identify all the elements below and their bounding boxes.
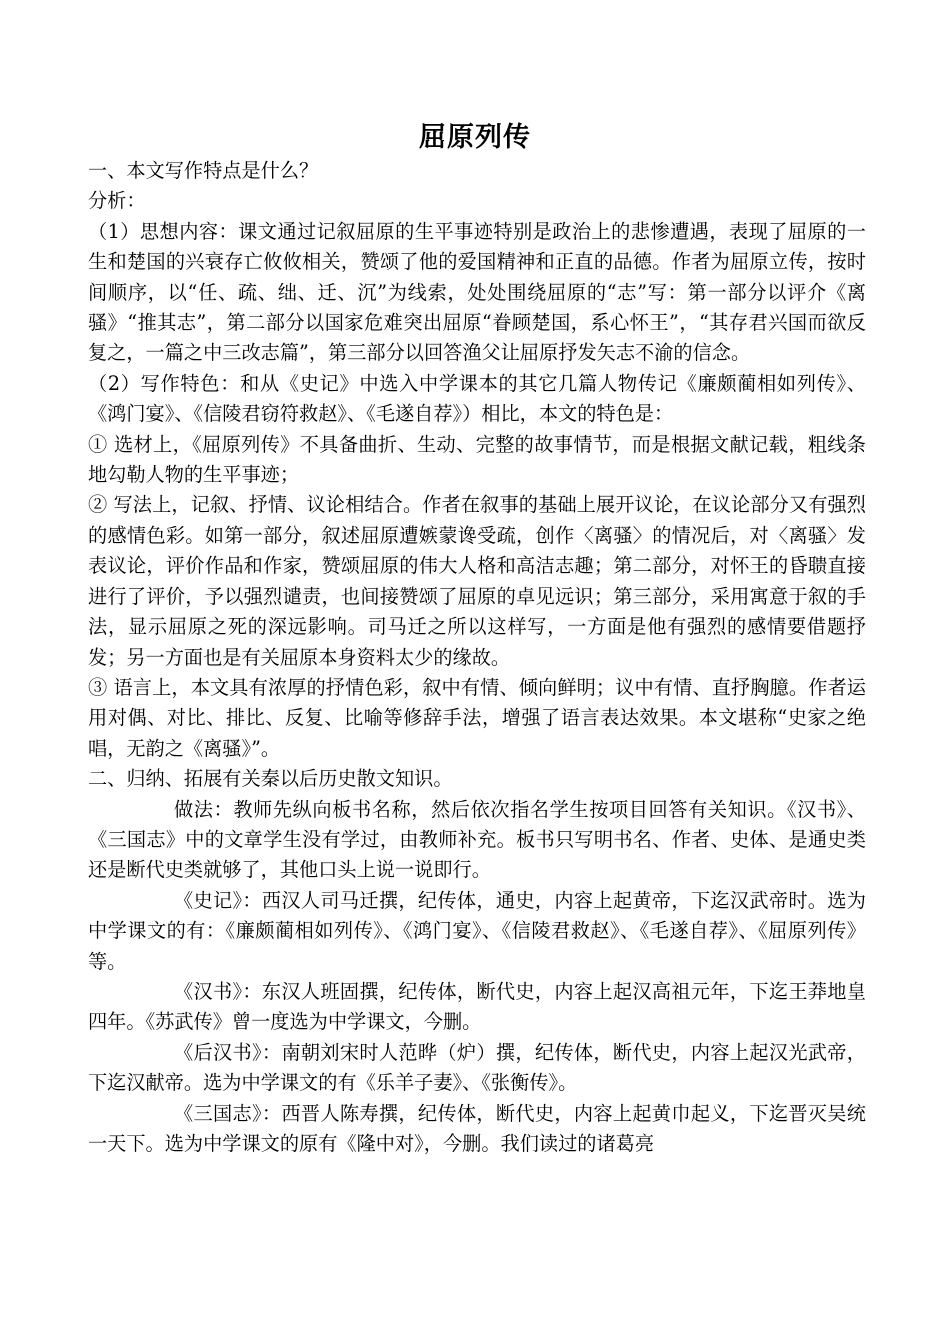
document-body xyxy=(88,156,866,1159)
paragraph-features: （2）写作特色：和从《史记》中选入中学课本的其它几篇人物传记《廉颇蔺相如列传》、《鸿门宴》、《信陵君窃符救赵》、《毛遂自荐》）相比，本文的特色是： xyxy=(88,371,866,426)
section-heading-2: 二、归纳、拓展有关秦以后历史散文知识。 xyxy=(88,767,453,791)
paragraph-content: （1）思想内容：课文通过记叙屈原的生平事迹特别是政治上的悲惨遭遇，表现了屈原的一生和楚国的兴衰存亡攸攸相关，赞颂了他的爱国精神和正直的品德。作者为屈原立传，按时间顺序，以“任、疏、绌、迁、沉”为线索，处处围绕屈原的“志”写：第一部分以评介《离骚》“推其志”，第二部分以国家危难突出屈原“眷顾楚国，系心怀王”，“其存君兴国而欲反复之，一篇之中三改志篇”，第三部分以回答渔父让屈原抒发矢志不渝的信念。 xyxy=(88,219,866,365)
paragraph-point-2: ② 写法上，记叙、抒情、议论相结合。作者在叙事的基础上展开议论，在议论部分又有强烈的感情色彩。如第一部分，叙述屈原遭嫉蒙谗受疏，创作〈离骚〉的情况后，对〈离骚〉发表议论，评价作品和作家，赞颂屈原的伟大人格和高洁志趣；第二部分，对怀王的昏聩直接进行了评价，予以强烈谴责，也间接赞颂了屈原的卓见远识；第三部分，采用寓意于叙的手法，显示屈原之死的深远影响。司马迁之所以这样写，一方面是他有强烈的感情要借题抒发；另一方面也是有关屈原本身资料太少的缘故。 xyxy=(88,493,866,669)
section-heading-1: 一、本文写作特点是什么？ xyxy=(88,159,319,182)
paragraph-hanshu: 《汉书》：东汉人班固撰，纪传体，断代史，内容上起汉高祖元年，下迄王莽地皇四年。《苏武传》曾一度选为中学课文，今删。 xyxy=(88,979,866,1034)
paragraph-houhanshu: 《后汉书》：南朝刘宋时人范晔（炉）撰，纪传体，断代史，内容上起汉光武帝，下迄汉献帝。选为中学课文的有《乐羊子妻》、《张衡传》。 xyxy=(88,1040,866,1095)
paragraph-point-3: ③ 语言上，本文具有浓厚的抒情色彩，叙中有情、倾向鲜明；议中有情、直抒胸臆。作者运用对偶、对比、排比、反复、比喻等修辞手法，增强了语言表达效果。本文堪称“史家之绝唱，无韵之《离骚》”。 xyxy=(88,675,866,760)
paragraph-sanguozhi: 《三国志》：西晋人陈寿撰，纪传体，断代史，内容上起黄巾起义，下迄晋灭吴统一天下。选为中学课文的原有《隆中对》，今删。我们读过的诸葛亮 xyxy=(88,1101,866,1155)
document-title: 屈原列传 xyxy=(419,122,531,153)
paragraph-shiji: 《史记》：西汉人司马迁撰，纪传体，通史，内容上起黄帝，下迄汉武帝时。选为中学课文的有：《廉颇蔺相如列传》、《鸿门宴》、《信陵君救赵》、《毛遂自荐》、《屈原列传》等。 xyxy=(88,888,866,973)
paragraph-method: 做法：教师先纵向板书名称，然后依次指名学生按项目回答有关知识。《汉书》、《三国志》中的文章学生没有学过，由教师补充。板书只写明书名、作者、史体、是通史类还是断代史类就够了，其他口头上说一说即行。 xyxy=(88,797,866,882)
paragraph-point-1: ① 选材上，《屈原列传》不具备曲折、生动、完整的故事情节，而是根据文献记载，粗线条地勾勒人物的生平事迹； xyxy=(88,432,866,487)
analysis-label: 分析： xyxy=(88,189,146,213)
